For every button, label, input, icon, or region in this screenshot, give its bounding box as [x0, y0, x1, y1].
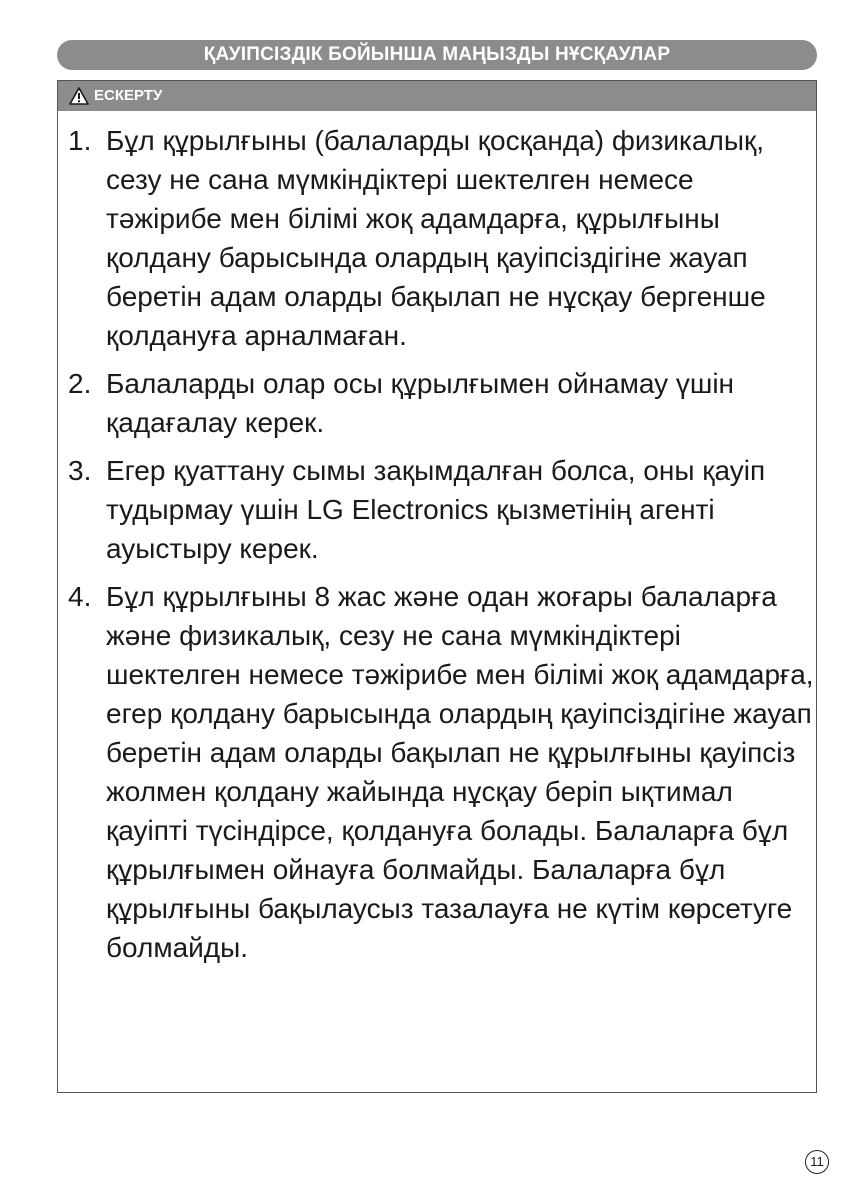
item-number: 1. — [68, 125, 92, 156]
page-number: 11 — [805, 1150, 829, 1174]
item-number: 3. — [68, 455, 92, 486]
item-text: Бұл құрылғыны (балаларды қосқанда) физикалық, сезу не сана мүмкіндіктері шектелген немесе тәжірибе мен білімі жоқ адамдарға, құрылғыны қолдану барысында олардың қауіпсіздігіне жауап беретін адам оларды бақылап не нұсқау бергенше қолдануға арналмаған. — [106, 125, 766, 351]
warning-item — [68, 364, 816, 442]
item-text: Егер қуаттану сымы зақымдалған болса, оны қауіп тудырмау үшін LG Electronics қызметінің агенті ауыстыру керек. — [106, 455, 766, 564]
warning-item — [68, 121, 816, 355]
page-title: ҚАУІПСІЗДІК БОЙЫНША МАҢЫЗДЫ НҰСҚАУЛАР — [57, 40, 817, 70]
warning-list — [68, 121, 816, 976]
item-number: 2. — [68, 368, 92, 399]
warning-box — [57, 80, 817, 1093]
warning-item — [68, 577, 816, 967]
warning-item — [68, 451, 816, 568]
item-text: Бұл құрылғыны 8 жас және одан жоғары балаларға және физикалық, сезу не сана мүмкіндіктері шектелген немесе тәжірибе мен білімі жоқ адамдарға, егер қолдану барысында олардың қауіпсіздігіне жауап беретін адам оларды бақылап не құрылғыны қауіпсіз жолмен қолдану жайында нұсқау беріп ықтимал қауіпті түсіндірсе, қолдануға болады. Балаларға бұл құрылғымен ойнауға болмайды. Балаларға бұл құрылғыны бақылаусыз тазалауға не күтім көрсетуге болмайды. — [106, 581, 814, 963]
warning-label: ЕСКЕРТУ — [94, 87, 163, 104]
warning-triangle-icon — [69, 87, 89, 105]
item-text: Балаларды олар осы құрылғымен ойнамау үшін қадағалау керек. — [106, 368, 735, 438]
warning-header — [58, 81, 816, 111]
item-number: 4. — [68, 581, 92, 612]
